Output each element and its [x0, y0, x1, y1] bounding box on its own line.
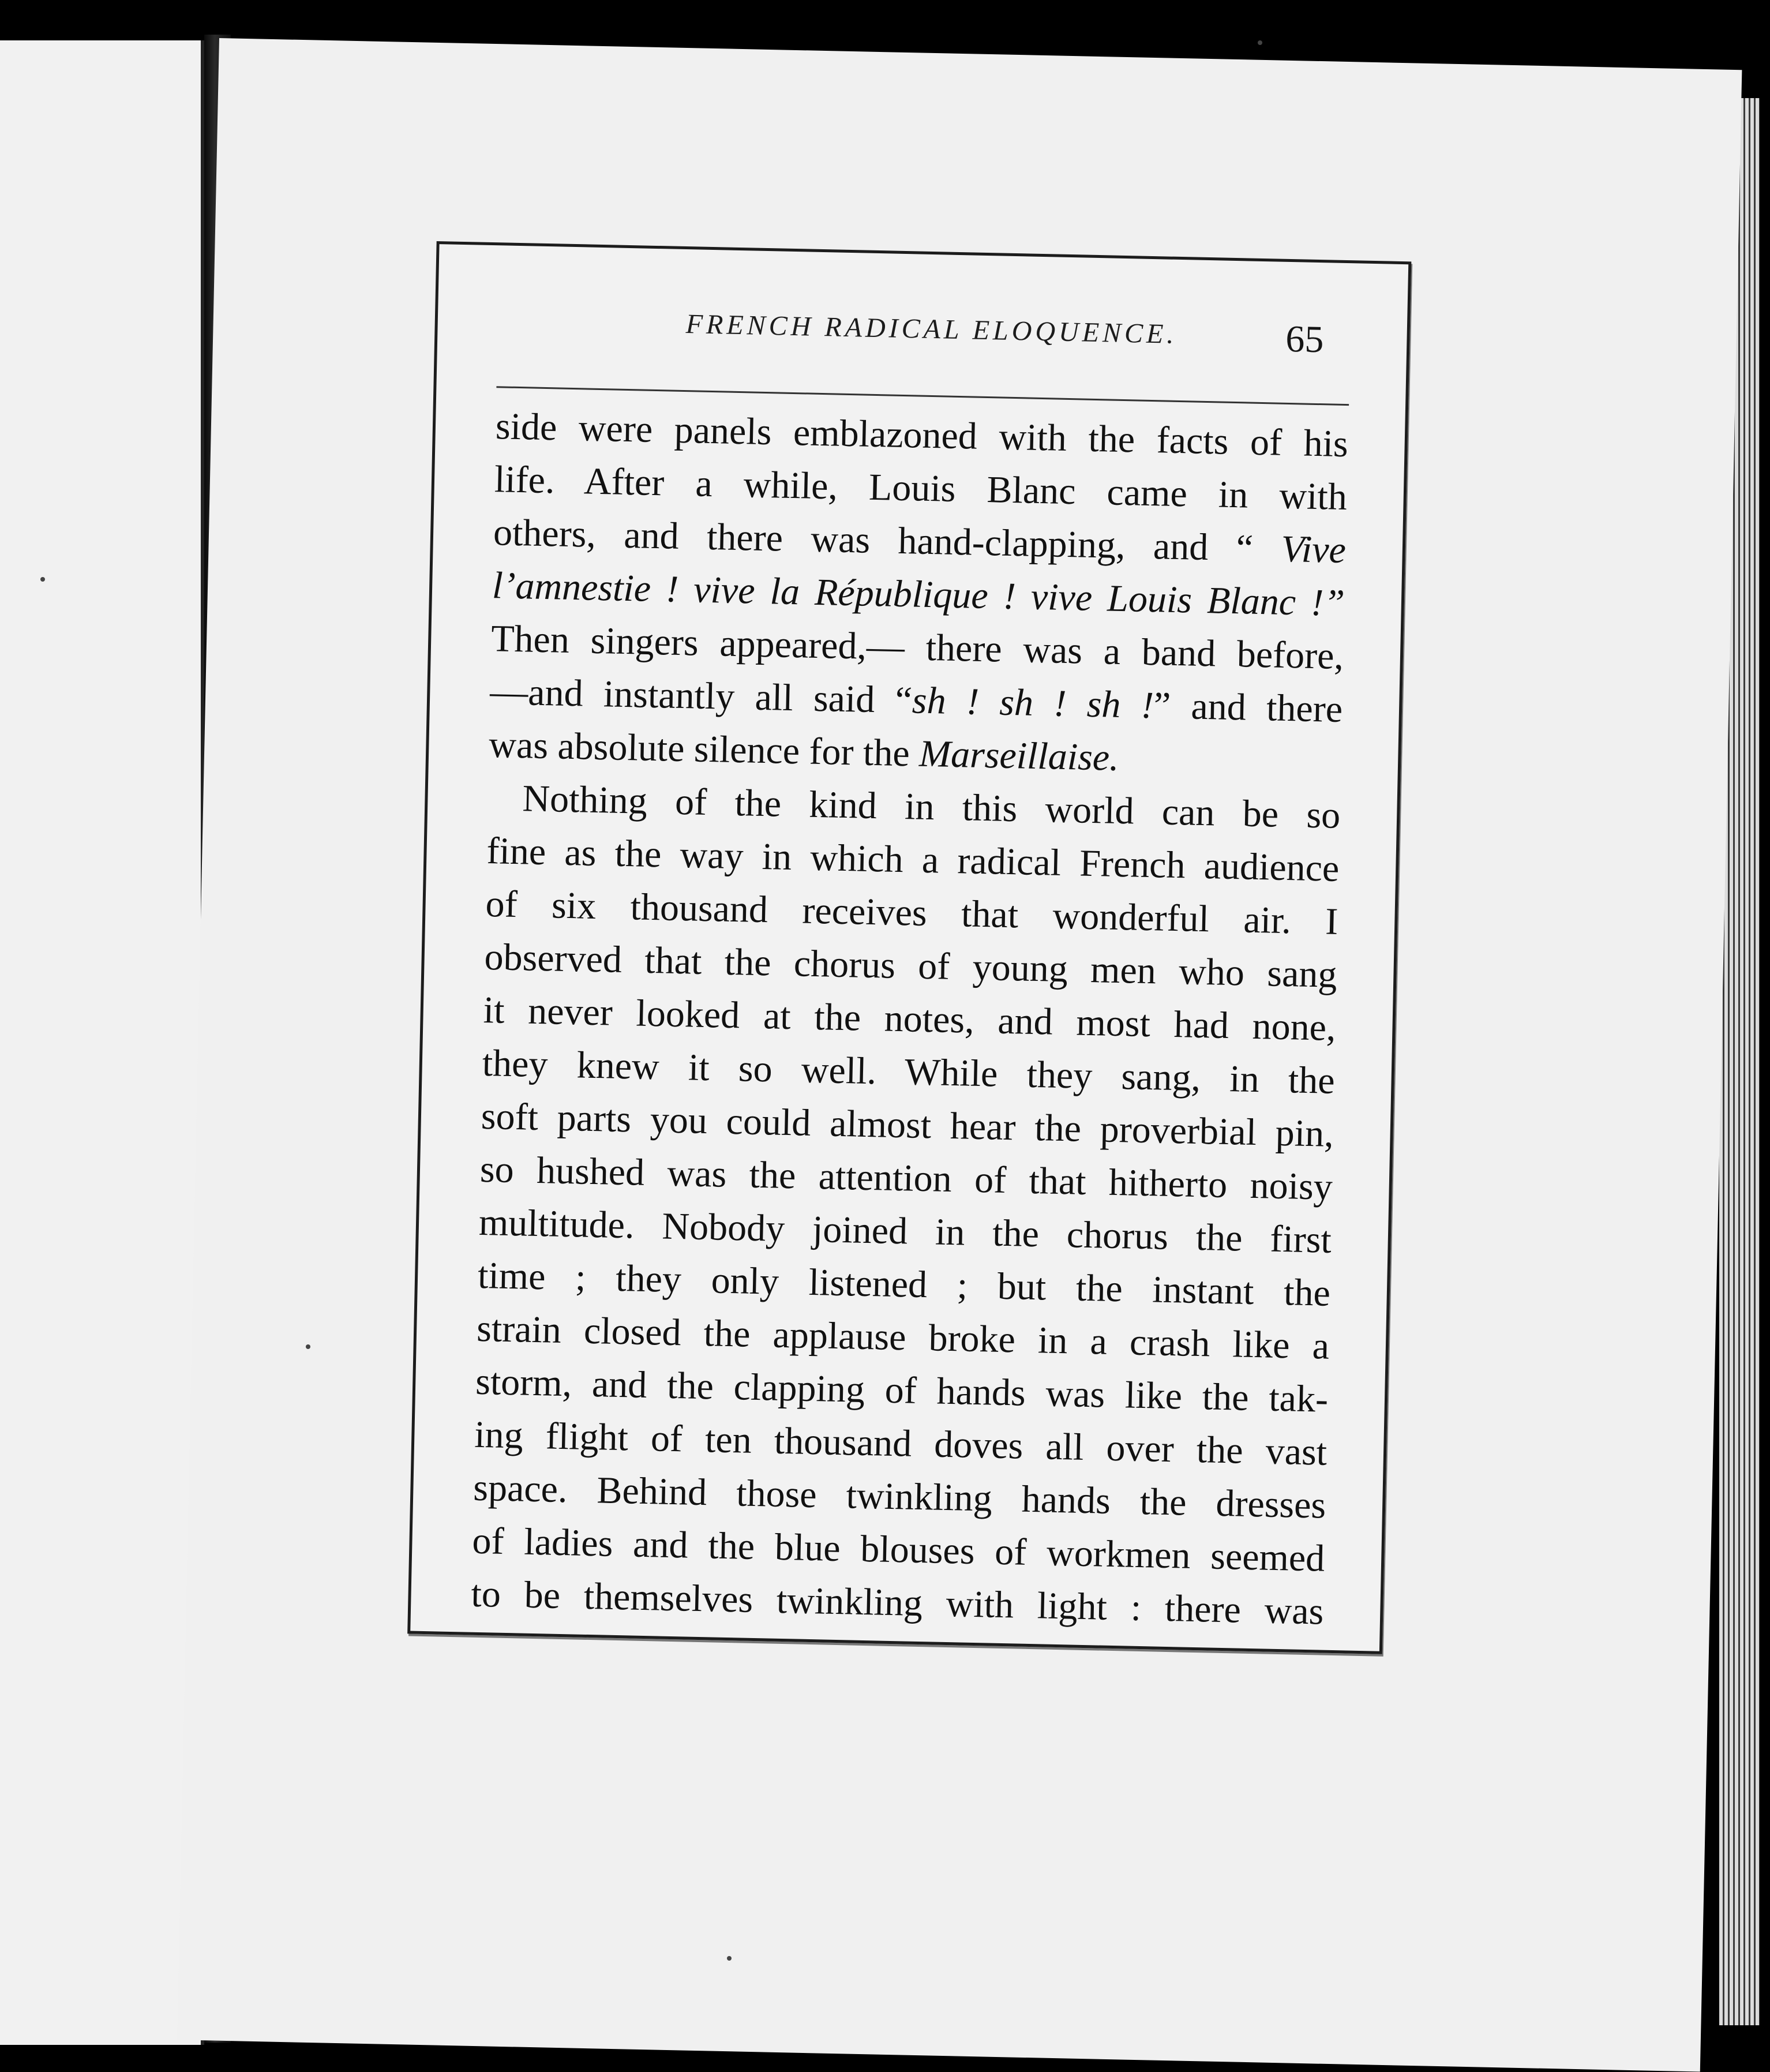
text-line: of ladies and the blue blouses of workmen seemed	[471, 1519, 1325, 1580]
text-line: ing flight of ten thousand doves all over the vast	[474, 1413, 1327, 1474]
text-fragment: others, and there was hand-clapping, and “	[493, 511, 1282, 570]
text-line: storm, and the clapping of hands was like the tak-	[475, 1360, 1329, 1421]
text-line: soft parts you could almost hear the proverbial pin,	[481, 1095, 1334, 1155]
page-number: 65	[1285, 317, 1325, 361]
text-frame	[407, 241, 1411, 1654]
italic-fragment: Marseillaise.	[918, 732, 1120, 779]
text-line: they knew it so well. While they sang, in the	[482, 1041, 1336, 1102]
text-fragment: was absolute silence for the	[488, 724, 920, 775]
left-page-edge	[0, 40, 204, 2045]
dust-speck	[727, 1956, 732, 1961]
italic-fragment: sh ! sh ! sh !	[912, 679, 1154, 727]
text-line: l’amnestie ! vive la République ! vive Louis Blanc !”	[492, 564, 1345, 625]
text-line: fine as the way in which a radical French audience	[486, 830, 1340, 890]
text-line: side were panels emblazoned with the facts of his	[495, 405, 1349, 466]
text-line: observed that the chorus of young men who sang	[483, 935, 1338, 996]
paragraph-start-line: Nothing of the kind in this world can be so	[522, 777, 1341, 837]
book-page	[177, 38, 1742, 2072]
body-text	[471, 400, 1349, 1638]
italic-fragment: Vive	[1280, 527, 1347, 572]
text-line: it never looked at the notes, and most had none,	[483, 988, 1337, 1049]
text-line: space. Behind those twinkling hands the dresses	[472, 1466, 1326, 1527]
text-line: to be themselves twinkling with light : there was	[470, 1572, 1325, 1633]
dust-speck	[306, 1344, 310, 1349]
page-header	[437, 297, 1407, 364]
text-line: life. After a while, Louis Blanc came in with	[494, 458, 1348, 519]
text-fragment: —and instantly all said “	[489, 670, 913, 722]
text-line: multitude. Nobody joined in the chorus the first	[478, 1201, 1332, 1261]
text-line: strain closed the applause broke in a crash like a	[476, 1307, 1330, 1367]
text-line: time ; they only listened ; but the instant the	[477, 1254, 1331, 1314]
dust-speck	[40, 577, 45, 582]
dust-speck	[1258, 40, 1262, 45]
text-line: of six thousand receives that wonderful air. I	[485, 883, 1339, 943]
text-line: Then singers appeared,— there was a band before,	[490, 617, 1344, 678]
text-fragment: ” and there	[1153, 684, 1343, 731]
running-title: FRENCH RADICAL ELOQUENCE.	[685, 309, 1178, 350]
text-line: so hushed was the attention of that hitherto noisy	[479, 1148, 1333, 1208]
